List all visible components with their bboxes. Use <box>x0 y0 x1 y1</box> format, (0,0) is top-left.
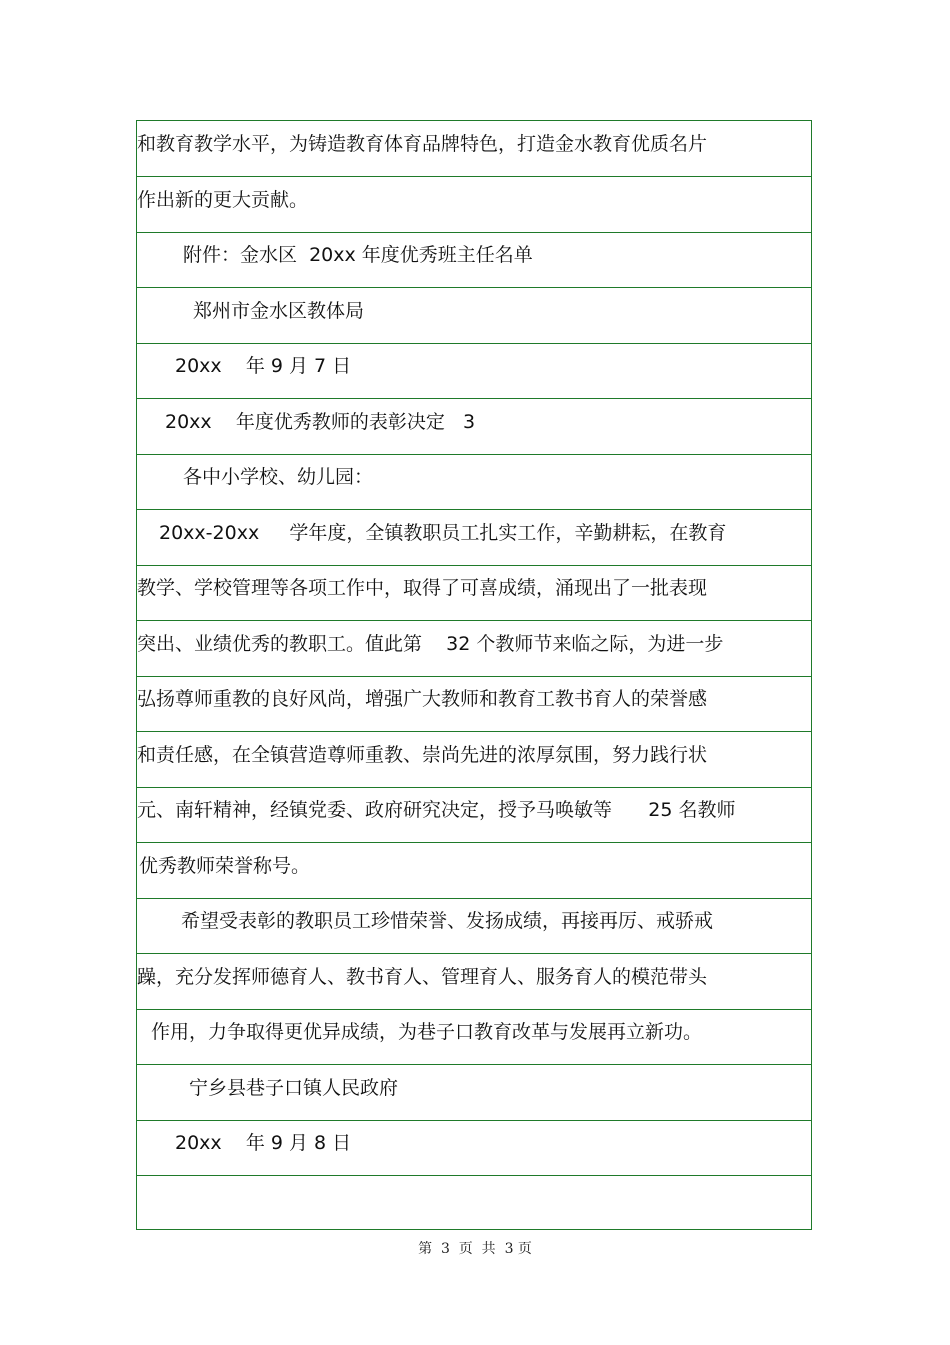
text-line-8: 20xx-20xx 学年度，全镇教职员工扎实工作，辛勤耕耘，在教育 <box>137 510 811 566</box>
text-line-14: 优秀教师荣誉称号。 <box>137 843 811 899</box>
section-title: 20xx 年度优秀教师的表彰决定 3 <box>137 399 811 455</box>
text-line-10: 突出、业绩优秀的教职工。值此第 32 个教师节来临之际，为进一步 <box>137 621 811 677</box>
document-table <box>136 120 812 1230</box>
page-number: 第 3 页 共 3 页 <box>418 1241 532 1257</box>
text-line-17: 作用，力争取得更优异成绩，为巷子口教育改革与发展再立新功。 <box>137 1009 811 1065</box>
date-line-1: 20xx 年 9 月 7 日 <box>137 343 811 399</box>
issuer-line-2: 宁乡县巷子口镇人民政府 <box>137 1065 811 1121</box>
text-line-1: 和教育教学水平，为铸造教育体育品牌特色，打造金水教育优质名片 <box>137 121 811 177</box>
text-line-12: 和责任感，在全镇营造尊师重教、崇尚先进的浓厚氛围，努力践行状 <box>137 732 811 788</box>
text-line-13: 元、南轩精神，经镇党委、政府研究决定，授予马唤敏等 25 名教师 <box>137 787 811 843</box>
attachment-line: 附件：金水区 20xx 年度优秀班主任名单 <box>137 232 811 288</box>
text-line-11: 弘扬尊师重教的良好风尚，增强广大教师和教育工教书育人的荣誉感 <box>137 676 811 732</box>
text-line-9: 教学、学校管理等各项工作中，取得了可喜成绩，涌现出了一批表现 <box>137 565 811 621</box>
salutation: 各中小学校、幼儿园： <box>137 454 811 510</box>
date-line-2: 20xx 年 9 月 8 日 <box>137 1120 811 1176</box>
text-line-2: 作出新的更大贡献。 <box>137 177 811 233</box>
empty-row <box>137 1176 811 1232</box>
text-line-15: 希望受表彰的教职员工珍惜荣誉、发扬成绩，再接再厉、戒骄戒 <box>137 898 811 954</box>
issuer-line-1: 郑州市金水区教体局 <box>137 288 811 344</box>
text-line-16: 躁，充分发挥师德育人、教书育人、管理育人、服务育人的模范带头 <box>137 954 811 1010</box>
